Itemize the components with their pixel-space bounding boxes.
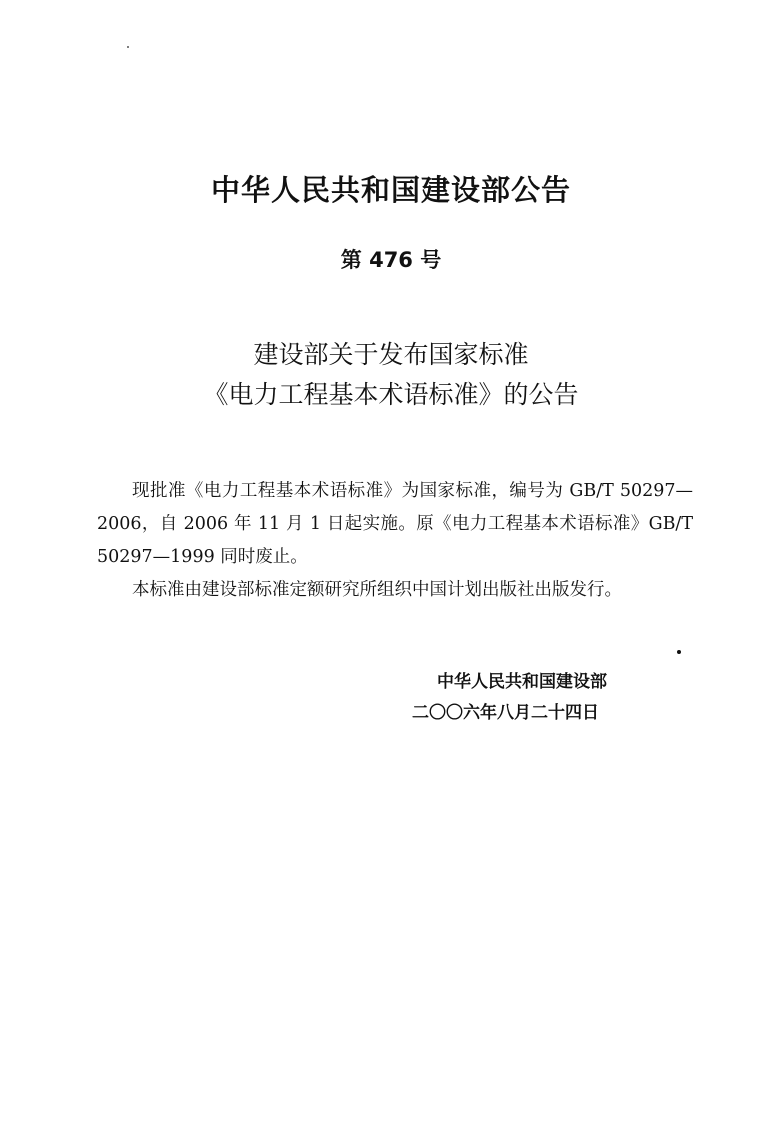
scan-dot — [677, 650, 681, 654]
announcement-subject — [0, 335, 782, 415]
signature-block — [412, 667, 662, 729]
announcement-number: 第 476 号 — [340, 248, 442, 272]
scan-speck — [127, 46, 129, 48]
agency-title: 中华人民共和国建设部公告 — [210, 173, 571, 207]
subject-line-2: 《电力工程基本术语标准》的公告 — [203, 380, 579, 409]
body-paragraph-1: 现批准《电力工程基本术语标准》为国家标准，编号为 GB/T 50297—2006，自 2006 年 11 月 1 日起实施。原《电力工程基本术语标准》GB/T 50297—1999 同时废止。 — [97, 481, 693, 567]
signature-organization: 中华人民共和国建设部 — [437, 672, 607, 692]
announcement-body — [97, 475, 693, 607]
body-paragraph-2: 本标准由建设部标准定额研究所组织中国计划出版社出版发行。 — [132, 580, 622, 600]
signature-date: 二〇〇六年八月二十四日 — [412, 703, 599, 723]
subject-line-1: 建设部关于发布国家标准 — [253, 340, 529, 369]
